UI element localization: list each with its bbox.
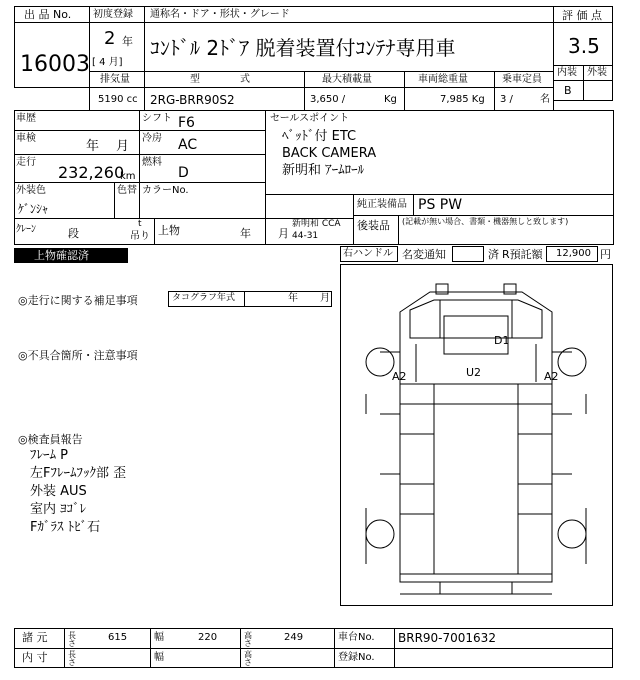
mileage-label: 走行 xyxy=(16,157,36,168)
defects-label: ◎不具合箇所・注意事項 xyxy=(18,349,138,362)
truck-diagram xyxy=(340,264,613,606)
shift-label: シフト xyxy=(142,113,172,124)
width-value: 220 xyxy=(198,632,218,643)
displacement-label: 排気量 xyxy=(100,74,130,85)
tacho-month: 月 xyxy=(320,293,330,304)
mark-a2-right: A2 xyxy=(544,370,559,383)
model-value: 2RG-BRR90S2 xyxy=(150,93,235,107)
history-label: 車歴 xyxy=(16,113,36,124)
r-deposit-prefix: 済 xyxy=(488,248,499,261)
color-label: 外装色 xyxy=(16,185,46,196)
body-month: 月 xyxy=(278,227,289,240)
inspector-label: ◎検査員報告 xyxy=(18,433,83,446)
ac-value: AC xyxy=(178,137,198,153)
width-label: 幅 xyxy=(154,632,164,643)
body-maker: 新明和 CCA xyxy=(292,219,341,229)
fuel-label: 燃料 xyxy=(142,157,162,168)
name-label: 通称名・ドア・形状・グレード xyxy=(150,9,290,20)
model-label: 型 式 xyxy=(190,74,250,85)
r-deposit-value: 12,900 xyxy=(556,248,591,259)
inspection-label: 車検 xyxy=(16,133,36,144)
grade-label: 評 価 点 xyxy=(562,9,602,22)
displacement-value: 5190 cc xyxy=(98,94,138,105)
tacho-label: タコグラフ年式 xyxy=(172,293,236,303)
passenger-unit: 名 xyxy=(540,94,550,105)
height-value: 249 xyxy=(284,632,304,643)
capacity-label: 最大積載量 xyxy=(322,74,372,85)
colorno-label: 色替 xyxy=(117,185,137,196)
shift-value: F6 xyxy=(178,115,195,131)
gross-label: 車両総重量 xyxy=(418,74,468,85)
sales-label: セールスポイント xyxy=(270,113,350,124)
r-deposit-label: R預託額 xyxy=(502,248,543,261)
tacho-year: 年 xyxy=(288,293,298,304)
body-model: 44-31 xyxy=(292,231,319,241)
crane-tsuri: 吊り xyxy=(130,231,150,242)
lot-label: 出 品 No. xyxy=(24,8,72,21)
interior-value: B xyxy=(564,84,572,97)
grade-value: 3.5 xyxy=(568,34,600,58)
driving-note-label: ◎走行に関する補足事項 xyxy=(18,294,138,307)
mileage-unit: km xyxy=(120,171,136,182)
fitting-note: (記載が無い場合、書類・機器無しと致します) xyxy=(402,217,569,226)
inspector-line-3: 外装 AUS xyxy=(30,484,87,499)
inspector-line-4: 室内 ﾖｺﾞﾚ xyxy=(30,502,87,517)
inspector-line-1: ﾌﾚｰﾑ P xyxy=(30,448,68,463)
inner-width-label: 幅 xyxy=(154,652,164,663)
color-value: ｹﾞﾝｼｬ xyxy=(18,202,49,216)
r-deposit-unit: 円 xyxy=(600,248,611,261)
car-name: ｺﾝﾄﾞﾙ 2ﾄﾞｱ 脱着装置付ｺﾝﾃﾅ専用車 xyxy=(150,36,456,60)
mark-a2-left: A2 xyxy=(392,370,407,383)
name-change-box xyxy=(452,246,484,262)
capacity-value: 3,650 / xyxy=(310,94,346,105)
ac-label: 冷房 xyxy=(142,133,162,144)
inspector-line-2: 左Fﾌﾚｰﾑﾌｯｸ部 歪 xyxy=(30,466,127,481)
first-reg-year: 2 xyxy=(104,28,116,49)
crane-label: ｸﾚｰﾝ xyxy=(16,224,36,235)
body-year: 年 xyxy=(240,227,251,240)
mark-u2: U2 xyxy=(466,366,482,379)
mileage-value: 232,260 xyxy=(58,163,125,182)
colorcode-label: カラーNo. xyxy=(142,185,189,196)
length-label: 長さ xyxy=(68,631,76,648)
exterior-label: 外装 xyxy=(587,67,607,78)
equip-label: 純正装備品 xyxy=(357,199,407,210)
crane-dan: 段 xyxy=(68,227,79,240)
first-reg-month: [ 4 月] xyxy=(92,57,123,68)
inner-height-label: 高さ xyxy=(244,650,252,667)
length-value: 615 xyxy=(108,632,128,643)
sales-line-2: BACK CAMERA xyxy=(282,146,377,161)
inspection-month: 月 xyxy=(116,139,130,154)
inspection-year: 年 xyxy=(86,139,100,154)
name-change-label: 名変通知 xyxy=(402,248,446,261)
passenger-label: 乗車定員 xyxy=(502,74,542,85)
upper-confirm-label: 上物確認済 xyxy=(34,249,89,262)
sales-line-3: 新明和 ｱｰﾑﾛｰﾙ xyxy=(282,163,365,178)
inspector-line-5: Fｶﾞﾗｽ ﾄﾋﾞ石 xyxy=(30,520,101,535)
body-label: 上物 xyxy=(158,224,180,237)
fitting-label: 後装品 xyxy=(357,219,390,232)
crane-t: t xyxy=(138,219,142,229)
inner-length-label: 長さ xyxy=(68,650,76,667)
passenger-value: 3 / xyxy=(500,94,513,105)
height-label: 高さ xyxy=(244,631,252,648)
right-handle: 右ハンドル xyxy=(343,248,393,259)
reg-label: 登録No. xyxy=(338,652,375,663)
interior-label: 内装 xyxy=(557,67,577,78)
equip-value: PS PW xyxy=(418,197,463,213)
dimensions-label: 諸 元 xyxy=(22,631,48,644)
inner-label: 内 寸 xyxy=(22,651,48,664)
capacity-unit: Kg xyxy=(384,94,397,105)
first-reg-year-unit: 年 xyxy=(122,35,133,48)
mark-d1: D1 xyxy=(494,334,510,347)
sales-line-1: ﾍﾞｯﾄﾞ付 ETC xyxy=(282,129,357,144)
first-reg-label: 初度登録 xyxy=(93,9,133,20)
chassis-value: BRR90-7001632 xyxy=(398,631,496,645)
fuel-value: D xyxy=(178,165,189,181)
gross-value: 7,985 Kg xyxy=(440,94,485,105)
chassis-label: 車台No. xyxy=(338,632,375,643)
lot-number: 16003 xyxy=(20,52,90,77)
